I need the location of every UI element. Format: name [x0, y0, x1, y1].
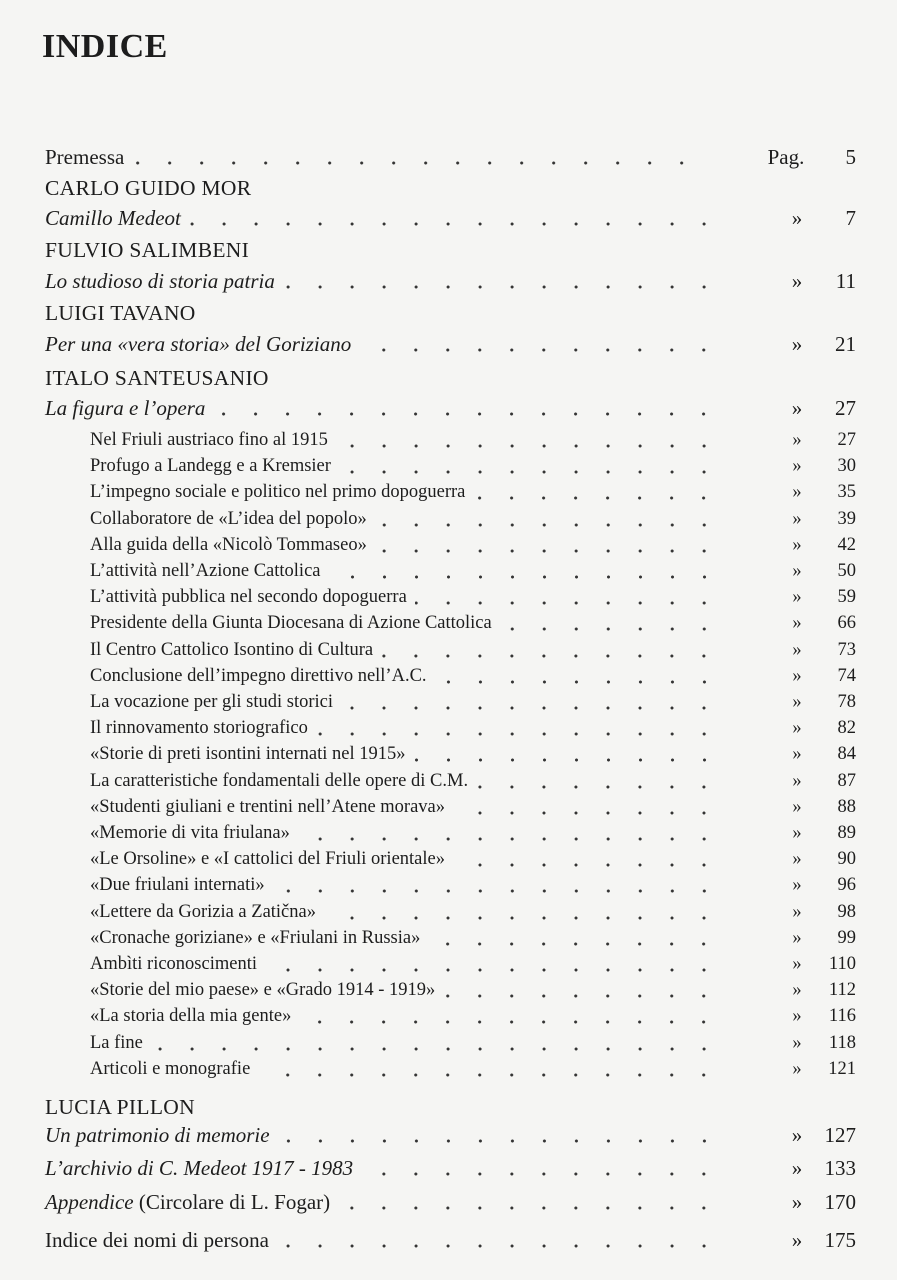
dot-leader — [316, 715, 726, 741]
dot-leader — [299, 1003, 726, 1029]
page-number: 87 — [837, 770, 856, 791]
page-marker: » — [792, 1032, 802, 1053]
page-number: 118 — [828, 1032, 856, 1053]
page-number: 170 — [824, 1190, 856, 1214]
toc-entry — [45, 1122, 856, 1148]
page-number: 78 — [837, 692, 856, 712]
page-marker: » — [792, 534, 802, 555]
entry-label — [90, 663, 427, 689]
entry-title: Ambìti riconoscimenti — [90, 954, 257, 974]
toc-entry — [90, 1056, 856, 1082]
toc-entry — [90, 715, 856, 741]
entry-title-note: (Circolare di L. Fogar) — [133, 1190, 331, 1214]
toc-entry — [90, 584, 856, 610]
dot-leader — [132, 144, 704, 170]
entry-label — [90, 977, 435, 1003]
dot-leader — [189, 205, 726, 231]
entry-label — [90, 584, 407, 610]
page-number: 35 — [837, 482, 856, 503]
entry-title: «Storie del mio paese» e «Grado 1914 - 1919» — [90, 980, 436, 1001]
entry-title: La fine — [90, 1032, 143, 1053]
entry-title: FULVIO SALIMBENI — [45, 238, 250, 262]
page-marker: » — [791, 1190, 803, 1214]
dot-leader — [151, 1030, 726, 1056]
toc-entry — [90, 506, 856, 532]
dot-leader — [375, 506, 726, 532]
dot-leader — [273, 872, 726, 898]
dot-leader — [277, 1227, 726, 1253]
page-number: 59 — [837, 587, 856, 608]
dot-leader — [443, 977, 726, 1003]
page-marker: » — [792, 744, 802, 765]
toc-author — [45, 237, 856, 263]
entry-title: Nel Friuli austriaco fino al 1915 — [90, 430, 328, 450]
dot-leader — [339, 453, 726, 479]
entry-title: Collaboratore de «L’idea del popolo» — [90, 508, 367, 529]
toc-entry — [45, 268, 856, 294]
entry-label — [90, 506, 367, 532]
entry-label — [90, 689, 333, 715]
entry-title: Il Centro Cattolico Isontino di Cultura — [90, 639, 374, 660]
dot-leader — [453, 794, 726, 820]
entry-label — [90, 637, 373, 663]
entry-title: Camillo Medeot — [45, 206, 181, 230]
toc-entry — [90, 872, 856, 898]
dot-leader — [428, 925, 726, 951]
dot-leader — [213, 395, 726, 421]
dot-leader — [435, 663, 726, 689]
entry-title: L’archivio di C. Medeot 1917 - 1983 — [45, 1156, 354, 1180]
dot-leader — [414, 741, 727, 767]
entry-title: La vocazione per gli studi storici — [90, 692, 333, 712]
dot-leader — [361, 1155, 726, 1181]
entry-label — [90, 1056, 250, 1082]
entry-title: «Memorie di vita friulana» — [90, 823, 290, 843]
dot-leader — [298, 820, 726, 846]
page-marker: » — [792, 980, 802, 1001]
entry-title: «La storia della mia gente» — [90, 1006, 292, 1027]
entry-title: L’attività nell’Azione Cattolica — [90, 561, 321, 581]
entry-title: La figura e l’opera — [45, 396, 206, 420]
page-marker: » — [791, 1228, 803, 1252]
toc-entry — [90, 453, 856, 479]
page-number: 110 — [828, 954, 856, 974]
dot-leader — [336, 427, 726, 453]
entry-label — [90, 794, 445, 820]
page-marker: » — [792, 613, 802, 634]
entry-title: Alla guida della «Nicolò Tommaseo» — [90, 534, 367, 555]
dot-leader — [453, 846, 726, 872]
dot-leader — [500, 610, 726, 636]
entry-label — [90, 610, 492, 636]
toc-entry — [90, 558, 856, 584]
entry-label — [45, 1155, 353, 1181]
entry-label — [90, 925, 420, 951]
entry-label — [90, 741, 406, 767]
page-title: INDICE — [42, 28, 168, 65]
page-number: 73 — [837, 639, 856, 660]
toc-author — [45, 365, 856, 391]
entry-label — [45, 205, 181, 231]
toc-entry — [90, 689, 856, 715]
toc-entry — [90, 925, 856, 951]
page-marker: » — [792, 770, 802, 791]
toc-entry — [90, 977, 856, 1003]
entry-label — [45, 395, 205, 421]
entry-label — [90, 427, 328, 453]
dot-leader — [359, 331, 726, 357]
entry-title: «Cronache goriziane» e «Friulani in Russia» — [90, 927, 421, 948]
toc-entry — [45, 1155, 856, 1181]
entry-title: «Le Orsoline» e «I cattolici del Friuli orientale» — [90, 849, 445, 870]
entry-title: Conclusione dell’impegno direttivo nell’A.C. — [90, 665, 427, 686]
page-marker: » — [792, 823, 802, 843]
entry-title: «Studenti giuliani e trentini nell’Atene morava» — [90, 796, 446, 817]
toc-entry — [90, 637, 856, 663]
entry-label — [45, 175, 251, 201]
page-marker: » — [792, 587, 802, 608]
page-marker: Pag. — [767, 145, 805, 169]
page-number: 99 — [837, 927, 856, 948]
dot-leader — [258, 1056, 726, 1082]
page-number: 127 — [824, 1123, 856, 1147]
dot-leader — [341, 689, 726, 715]
page-marker: » — [792, 639, 802, 660]
entry-label — [90, 872, 265, 898]
entry-label — [90, 846, 445, 872]
toc-entry — [45, 331, 856, 357]
dot-leader — [278, 1122, 726, 1148]
page-marker: » — [791, 332, 803, 356]
entry-label — [45, 1122, 270, 1148]
page-number: 89 — [837, 823, 856, 843]
entry-title: LUCIA PILLON — [45, 1095, 195, 1119]
entry-label — [45, 1094, 195, 1120]
entry-label — [90, 820, 290, 846]
toc-entry — [90, 794, 856, 820]
page-number: 82 — [837, 718, 856, 739]
toc-entry — [45, 144, 856, 170]
page-marker: » — [792, 927, 802, 948]
entry-title: L’impegno sociale e politico nel primo dopoguerra — [90, 482, 466, 503]
page-marker: » — [791, 1156, 803, 1180]
page-marker: » — [792, 692, 802, 712]
page-marker: » — [792, 954, 802, 974]
page-marker: » — [791, 396, 803, 420]
page-number: 121 — [828, 1058, 856, 1079]
entry-title: «Due friulani internati» — [90, 875, 265, 896]
page-marker: » — [792, 718, 802, 739]
toc-entry — [90, 663, 856, 689]
page-number: 175 — [824, 1228, 856, 1252]
page-number: 133 — [824, 1156, 856, 1180]
page-marker: » — [792, 1006, 802, 1027]
dot-leader — [329, 558, 727, 584]
page-marker: » — [792, 796, 802, 817]
entry-title: La caratteristiche fondamentali delle opere di C.M. — [90, 770, 469, 791]
entry-label — [45, 268, 275, 294]
page-number: 7 — [845, 206, 856, 230]
entry-label — [90, 532, 367, 558]
page-number: 11 — [835, 269, 856, 293]
toc-author — [45, 300, 856, 326]
dot-leader — [381, 637, 726, 663]
page-number: 88 — [837, 796, 856, 817]
page-marker: » — [792, 430, 802, 450]
page-marker: » — [791, 1123, 803, 1147]
entry-label — [90, 558, 321, 584]
toc-entry — [90, 820, 856, 846]
entry-label — [45, 1189, 330, 1215]
entry-title: Il rinnovamento storiografico — [90, 718, 308, 739]
dot-leader — [473, 479, 726, 505]
toc-entry — [90, 532, 856, 558]
toc-entry — [90, 1030, 856, 1056]
page-marker: » — [792, 849, 802, 870]
page-marker: » — [792, 875, 802, 896]
toc-entry — [90, 899, 856, 925]
entry-label — [90, 453, 331, 479]
entry-label — [45, 237, 249, 263]
page-number: 5 — [845, 145, 856, 169]
page-marker: » — [792, 482, 802, 503]
page-number: 21 — [835, 332, 856, 356]
page-number: 112 — [828, 980, 856, 1001]
entry-label — [90, 951, 257, 977]
page-number: 98 — [837, 901, 856, 922]
toc-entry — [90, 479, 856, 505]
page-number: 50 — [837, 561, 856, 581]
toc-author — [45, 1094, 856, 1120]
entry-label — [90, 1003, 291, 1029]
toc-entry — [90, 610, 856, 636]
entry-title: Per una «vera storia» del Goriziano — [45, 332, 352, 356]
page-number: 42 — [837, 534, 856, 555]
entry-title: CARLO GUIDO MOR — [45, 176, 252, 200]
entry-title: Articoli e monografie — [90, 1058, 251, 1079]
entry-label — [45, 300, 196, 326]
entry-title: Un patrimonio di memorie — [45, 1123, 270, 1147]
page-number: 66 — [837, 613, 856, 634]
toc-entry — [90, 741, 856, 767]
entry-label — [45, 1227, 269, 1253]
page-marker: » — [792, 561, 802, 581]
entry-title: Appendice — [45, 1190, 134, 1214]
toc-entry — [45, 205, 856, 231]
page-number: 90 — [837, 849, 856, 870]
entry-label — [90, 715, 308, 741]
toc-entry — [90, 427, 856, 453]
dot-leader — [283, 268, 726, 294]
entry-label — [90, 768, 468, 794]
toc-entry — [90, 846, 856, 872]
entry-title: LUIGI TAVANO — [45, 301, 196, 325]
entry-title: Presidente della Giunta Diocesana di Azione Cattolica — [90, 613, 492, 634]
entry-label — [90, 1030, 143, 1056]
page-number: 74 — [837, 665, 856, 686]
dot-leader — [375, 532, 726, 558]
page-marker: » — [791, 269, 803, 293]
dot-leader — [324, 899, 726, 925]
entry-title: Profugo a Landegg e a Kremsier — [90, 456, 331, 477]
entry-title: Indice dei nomi di persona — [45, 1228, 269, 1252]
toc-author — [45, 175, 856, 201]
page-number: 84 — [837, 744, 856, 765]
toc-entry — [90, 768, 856, 794]
entry-label — [90, 899, 316, 925]
page-number: 39 — [837, 508, 856, 529]
page-marker: » — [791, 206, 803, 230]
entry-title: «Storie di preti isontini internati nel 1915» — [90, 744, 406, 765]
page-number: 30 — [837, 456, 856, 477]
page-number: 27 — [835, 396, 856, 420]
entry-label — [45, 144, 124, 170]
page-number: 27 — [837, 430, 856, 450]
toc-entry — [45, 395, 856, 421]
dot-leader — [265, 951, 726, 977]
page-number: 96 — [837, 875, 856, 896]
entry-title: Lo studioso di storia patria — [45, 269, 275, 293]
toc-entry — [45, 1189, 856, 1215]
dot-leader — [338, 1189, 726, 1215]
page-marker: » — [792, 456, 802, 477]
entry-label — [90, 479, 465, 505]
toc-entry — [90, 951, 856, 977]
page-marker: » — [792, 665, 802, 686]
entry-title: L’attività pubblica nel secondo dopoguerra — [90, 587, 407, 608]
entry-title: «Lettere da Gorizia a Zatična» — [90, 901, 316, 922]
dot-leader — [415, 584, 726, 610]
page-marker: » — [792, 901, 802, 922]
dot-leader — [476, 768, 726, 794]
entry-label — [45, 331, 351, 357]
toc-entry — [90, 1003, 856, 1029]
entry-title: ITALO SANTEUSANIO — [45, 366, 269, 390]
page-marker: » — [792, 1058, 802, 1079]
entry-label — [45, 365, 269, 391]
page-number: 116 — [828, 1006, 856, 1027]
toc-entry — [45, 1227, 856, 1253]
page-marker: » — [792, 508, 802, 529]
entry-title: Premessa — [45, 145, 125, 169]
